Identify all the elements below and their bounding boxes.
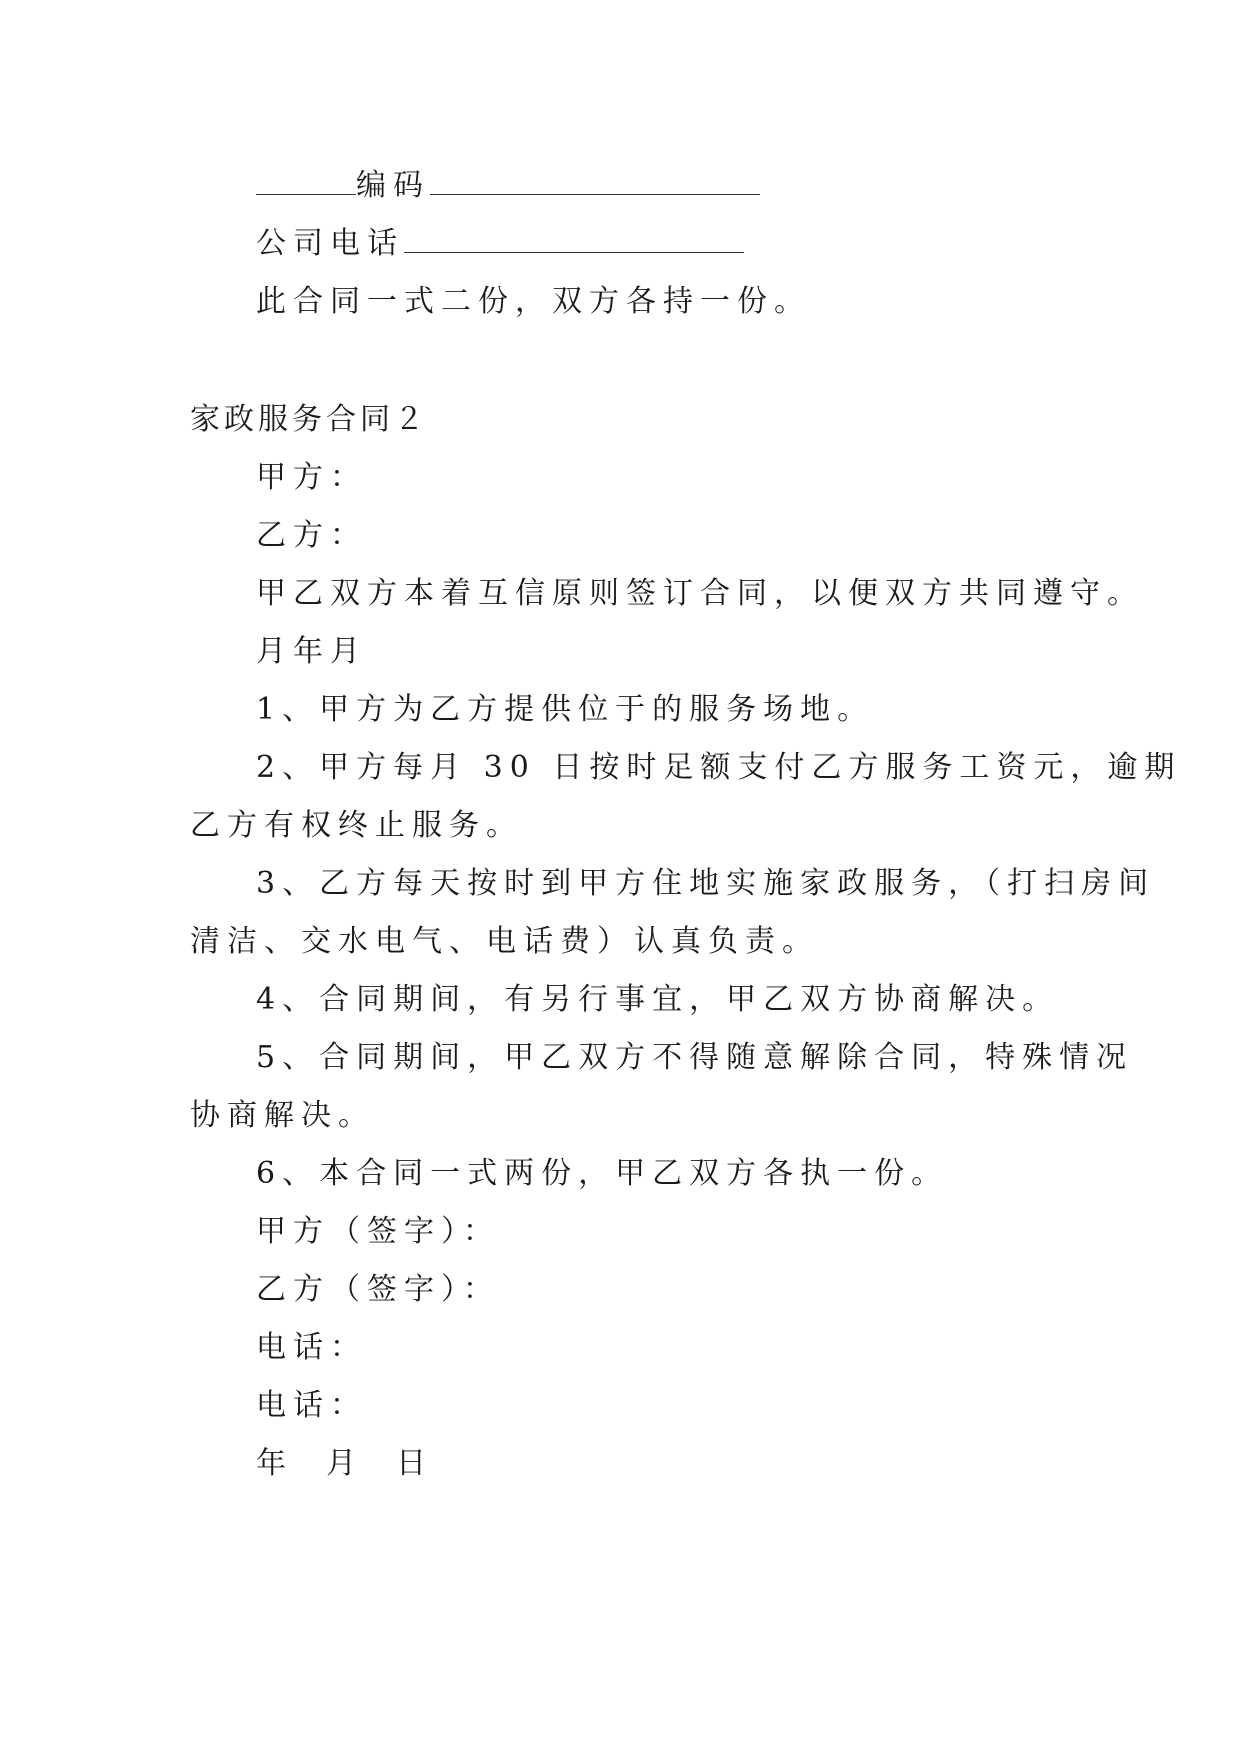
party-b-phone: 电话：: [256, 1388, 367, 1423]
party-b-line: 乙方：: [256, 518, 367, 553]
phone-label: 公司电话: [256, 226, 404, 261]
date-line: 月年月: [256, 634, 367, 669]
signing-date: 年 月 日: [256, 1446, 434, 1481]
clause-4: 4、合同期间，有另行事宜，甲乙双方协商解决。: [256, 982, 1060, 1017]
blank-underline: [430, 168, 760, 195]
party-b-signature: 乙方（签字）：: [256, 1272, 500, 1307]
clause-2-line-1: 2、甲方每月 30 日按时足额支付乙方服务工资元，逾期: [256, 750, 1182, 785]
party-a-phone: 电话：: [256, 1330, 367, 1365]
clause-3-line-1: 3、乙方每天按时到甲方住地实施家政服务，（打扫房间: [256, 866, 1156, 901]
intro-paragraph: 甲乙双方本着互信原则签订合同，以便双方共同遵守。: [256, 576, 1144, 611]
code-line: [256, 166, 760, 206]
code-label: 编码: [356, 168, 430, 203]
blank-underline: [256, 168, 356, 195]
clause-5-line-2: 协商解决。: [190, 1098, 375, 1133]
party-a-line: 甲方：: [256, 460, 367, 495]
clause-6: 6、本合同一式两份，甲乙双方各执一份。: [256, 1156, 949, 1191]
clause-2-line-2: 乙方有权终止服务。: [190, 808, 523, 843]
clause-1: 1、甲方为乙方提供位于的服务场地。: [256, 692, 875, 727]
party-a-signature: 甲方（签字）：: [256, 1214, 500, 1249]
blank-underline: [404, 226, 744, 253]
copies-statement: 此合同一式二份，双方各持一份。: [256, 284, 811, 319]
phone-line: [256, 224, 744, 264]
section-title: 家政服务合同２: [190, 402, 428, 437]
clause-5-line-1: 5、合同期间，甲乙双方不得随意解除合同，特殊情况: [256, 1040, 1134, 1075]
clause-3-line-2: 清洁、交水电气、电话费）认真负责。: [190, 924, 819, 959]
